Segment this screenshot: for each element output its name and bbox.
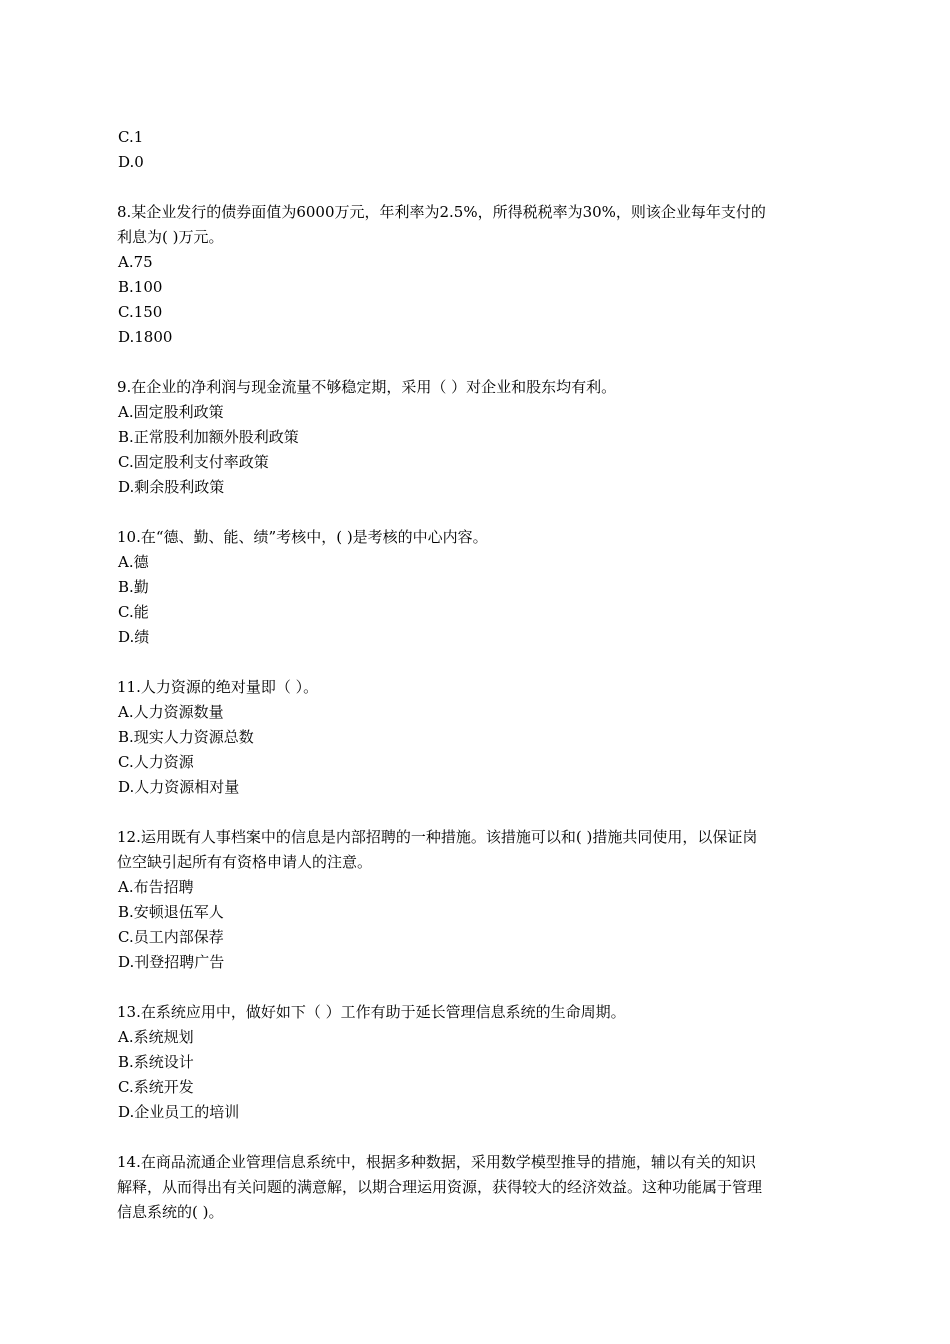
question-12 xyxy=(117,825,837,975)
option-d: D.绩 xyxy=(118,628,150,646)
question-11 xyxy=(117,675,837,800)
option-d: D.企业员工的培训 xyxy=(118,1103,240,1121)
option-a: A.布告招聘 xyxy=(118,878,194,896)
question-9 xyxy=(117,375,837,500)
spacer xyxy=(117,800,837,825)
question-text: 14.在商品流通企业管理信息系统中，根据多种数据，采用数学模型推导的措施，辅以有关的知识 xyxy=(117,1153,756,1171)
spacer xyxy=(117,175,837,200)
question-text: 12.运用既有人事档案中的信息是内部招聘的一种措施。该措施可以和( )措施共同使用，以保证岗 xyxy=(117,828,758,846)
question-14 xyxy=(117,1150,837,1225)
question-text: 13.在系统应用中，做好如下（ ）工作有助于延长管理信息系统的生命周期。 xyxy=(117,1003,626,1021)
option-a: A.固定股利政策 xyxy=(118,403,224,421)
question-10 xyxy=(117,525,837,650)
question-text: 位空缺引起所有有资格申请人的注意。 xyxy=(117,853,373,871)
question-8 xyxy=(117,200,837,350)
question-text: 利息为( )万元。 xyxy=(117,228,224,246)
option-c: C.能 xyxy=(118,603,149,621)
question-text: 11.人力资源的绝对量即（ ）。 xyxy=(117,678,319,696)
option-b: B.安顿退伍军人 xyxy=(118,903,224,921)
continued-question-options xyxy=(117,125,837,175)
option-b: B.系统设计 xyxy=(118,1053,194,1071)
option-b: B.勤 xyxy=(118,578,149,596)
question-text: 8.某企业发行的债券面值为6000万元，年利率为2.5%，所得税税率为30%，则该企业每年支付的 xyxy=(117,203,766,221)
option-c: C.人力资源 xyxy=(118,753,194,771)
question-13 xyxy=(117,1000,837,1125)
option-b: B.现实人力资源总数 xyxy=(118,728,254,746)
spacer xyxy=(117,1125,837,1150)
spacer xyxy=(117,500,837,525)
option-d: D.1800 xyxy=(118,328,173,346)
option-c: C.150 xyxy=(118,303,163,321)
option-a: A.人力资源数量 xyxy=(118,703,224,721)
option-a: A.德 xyxy=(118,553,149,571)
option-b: B.正常股利加额外股利政策 xyxy=(118,428,299,446)
option-c: C.系统开发 xyxy=(118,1078,194,1096)
option-d: D.0 xyxy=(118,153,144,171)
option-d: D.刊登招聘广告 xyxy=(118,953,225,971)
question-list xyxy=(117,125,837,1225)
option-c: C.员工内部保荐 xyxy=(118,928,224,946)
option-c: C.固定股利支付率政策 xyxy=(118,453,269,471)
option-a: A.75 xyxy=(118,253,153,271)
question-text: 解释，从而得出有关问题的满意解，以期合理运用资源，获得较大的经济效益。这种功能属于管理 xyxy=(117,1178,763,1196)
option-c: C.1 xyxy=(118,128,144,146)
spacer xyxy=(117,975,837,1000)
question-text: 10.在“德、勤、能、绩”考核中，( )是考核的中心内容。 xyxy=(117,528,488,546)
spacer xyxy=(117,650,837,675)
option-b: B.100 xyxy=(118,278,163,296)
option-d: D.人力资源相对量 xyxy=(118,778,240,796)
option-a: A.系统规划 xyxy=(118,1028,194,1046)
spacer xyxy=(117,350,837,375)
option-d: D.剩余股利政策 xyxy=(118,478,225,496)
question-text: 信息系统的( )。 xyxy=(117,1203,224,1221)
question-text: 9.在企业的净利润与现金流量不够稳定期，采用（ ）对企业和股东均有利。 xyxy=(117,378,617,396)
